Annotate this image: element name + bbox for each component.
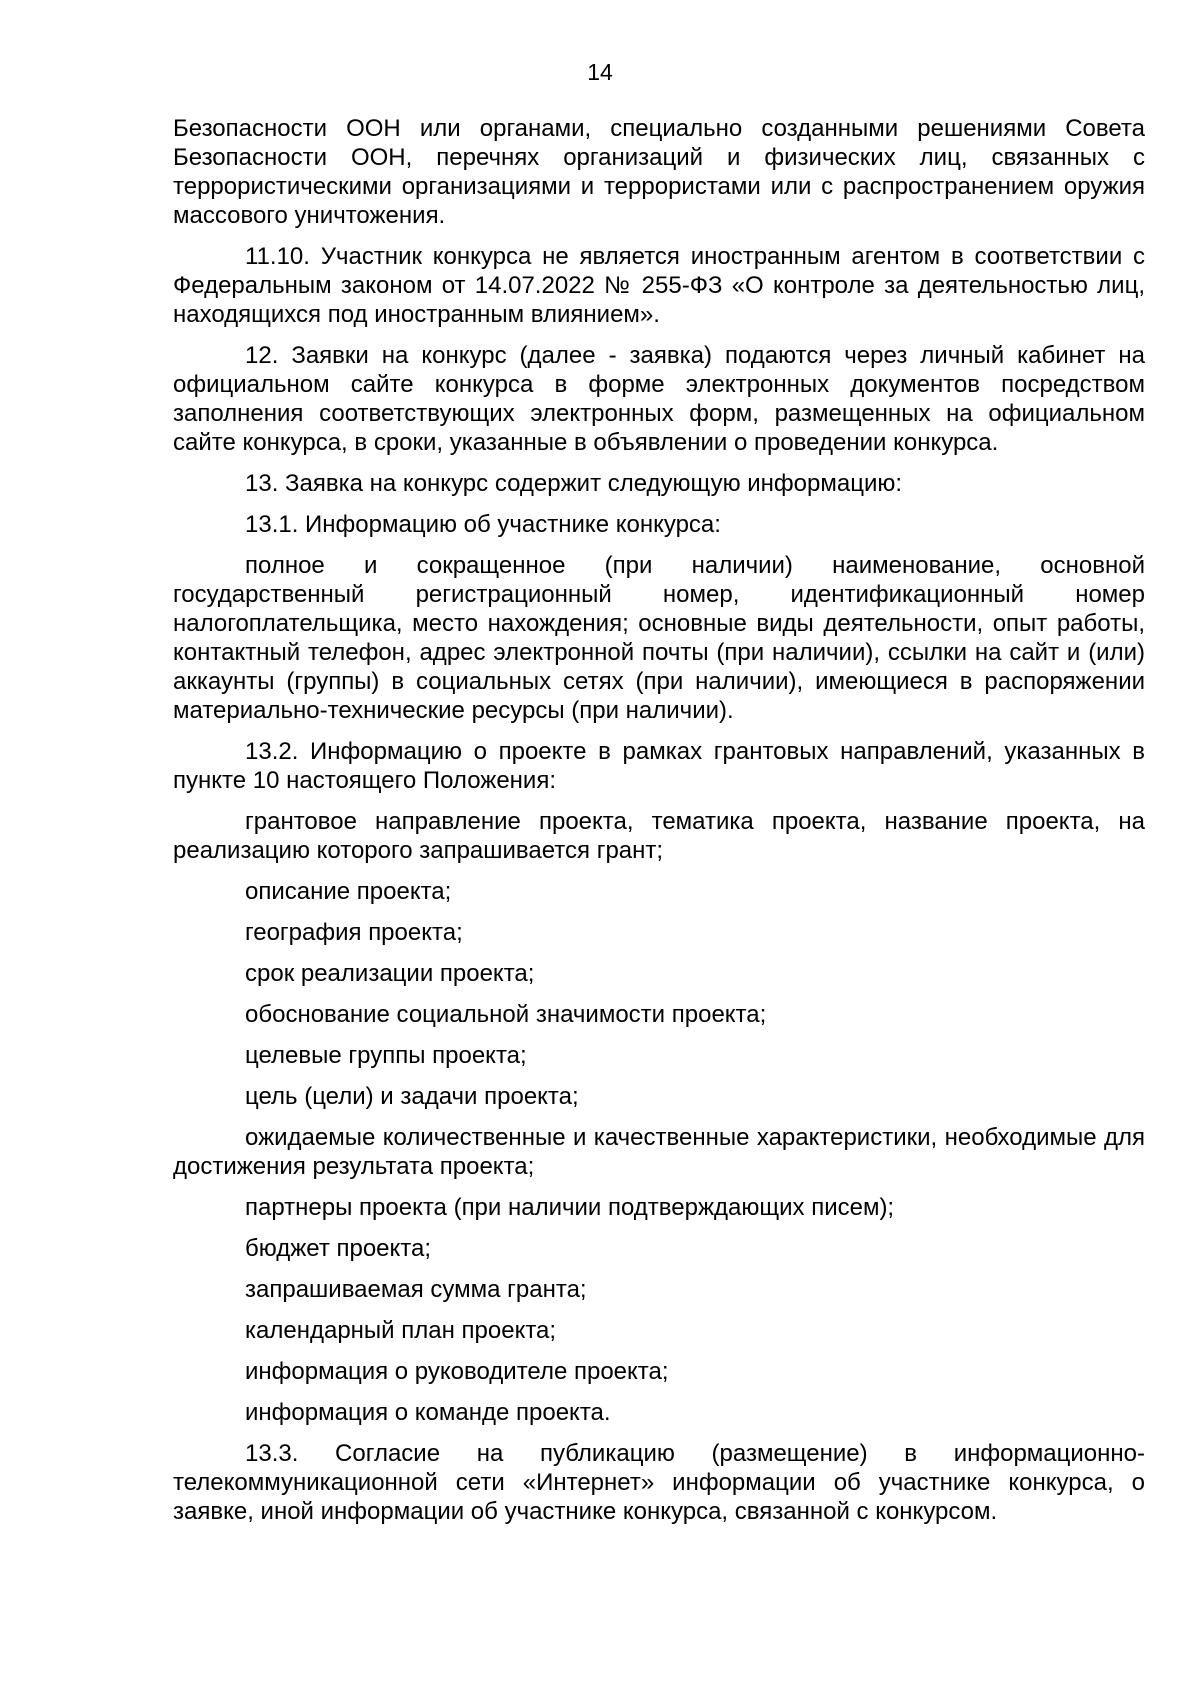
list-item-project-leader-info: информация о руководителе проекта; bbox=[245, 1358, 669, 1385]
list-item-calendar-plan: календарный план проекта; bbox=[245, 1317, 557, 1344]
paragraph-13-1-participant-info: 13.1. Информацию об участнике конкурса: bbox=[245, 511, 721, 538]
list-item-target-groups: целевые группы проекта; bbox=[245, 1042, 527, 1069]
list-item-social-significance: обоснование социальной значимости проекта; bbox=[245, 1001, 767, 1028]
paragraph-13-2-project-info: 13.2. Информацию о проекте в рамках грантовых направлений, указанных в пункте 10 настоящего Положения: bbox=[173, 738, 1145, 794]
list-item-goals-and-tasks: цель (цели) и задачи проекта; bbox=[245, 1083, 579, 1110]
list-item-project-team-info: информация о команде проекта. bbox=[245, 1399, 611, 1426]
paragraph-continuation-un-security-council: Безопасности ООН или органами, специально созданными решениями Совета Безопасности ООН, перечнях организаций и физических лиц, связанных с террористическими организациями и террористами или с распространением оружия массового уничтожения. bbox=[173, 115, 1145, 229]
list-item-project-duration: срок реализации проекта; bbox=[245, 960, 535, 987]
paragraph-12-application-submission: 12. Заявки на конкурс (далее - заявка) подаются через личный кабинет на официальном сайте конкурса в форме электронных документов посредством заполнения соответствующих электронных форм, размещенных на официальном сайте конкурса, в сроки, указанные в объявлении о проведении конкурса. bbox=[173, 342, 1145, 456]
list-item-project-budget: бюджет проекта; bbox=[245, 1235, 432, 1262]
list-item-grant-direction: грантовое направление проекта, тематика проекта, название проекта, на реализацию которого запрашивается грант; bbox=[173, 808, 1145, 864]
list-item-expected-characteristics: ожидаемые количественные и качественные характеристики, необходимые для достижения результата проекта; bbox=[173, 1124, 1145, 1180]
list-item-project-description: описание проекта; bbox=[245, 878, 452, 905]
paragraph-11-10-foreign-agent: 11.10. Участник конкурса не является иностранным агентом в соответствии с Федеральным законом от 14.07.2022 № 255-ФЗ «О контроле за деятельностью лиц, находящихся под иностранным влиянием». bbox=[173, 243, 1145, 328]
page-number: 14 bbox=[587, 59, 613, 85]
list-item-project-partners: партнеры проекта (при наличии подтверждающих писем); bbox=[245, 1194, 895, 1221]
list-item-requested-grant-amount: запрашиваемая сумма гранта; bbox=[245, 1276, 587, 1303]
list-item-project-geography: география проекта; bbox=[245, 919, 463, 946]
document-body bbox=[173, 114, 1145, 1538]
paragraph-13-application-contents: 13. Заявка на конкурс содержит следующую информацию: bbox=[245, 470, 903, 497]
paragraph-participant-details: полное и сокращенное (при наличии) наименование, основной государственный регистрационный номер, идентификационный номер налогоплательщика, место нахождения; основные виды деятельности, опыт работы, контактный телефон, адрес электронной почты (при наличии), ссылки на сайт и (или) аккаунты (группы) в социальных сетях (при наличии), имеющиеся в распоряжении материально-технические ресурсы (при наличии). bbox=[173, 552, 1145, 724]
paragraph-13-3-publication-consent: 13.3. Согласие на публикацию (размещение) в информационно-телекоммуникационной сети «Интернет» информации об участнике конкурса, о заявке, иной информации об участнике конкурса, связанной с конкурсом. bbox=[173, 1440, 1145, 1525]
